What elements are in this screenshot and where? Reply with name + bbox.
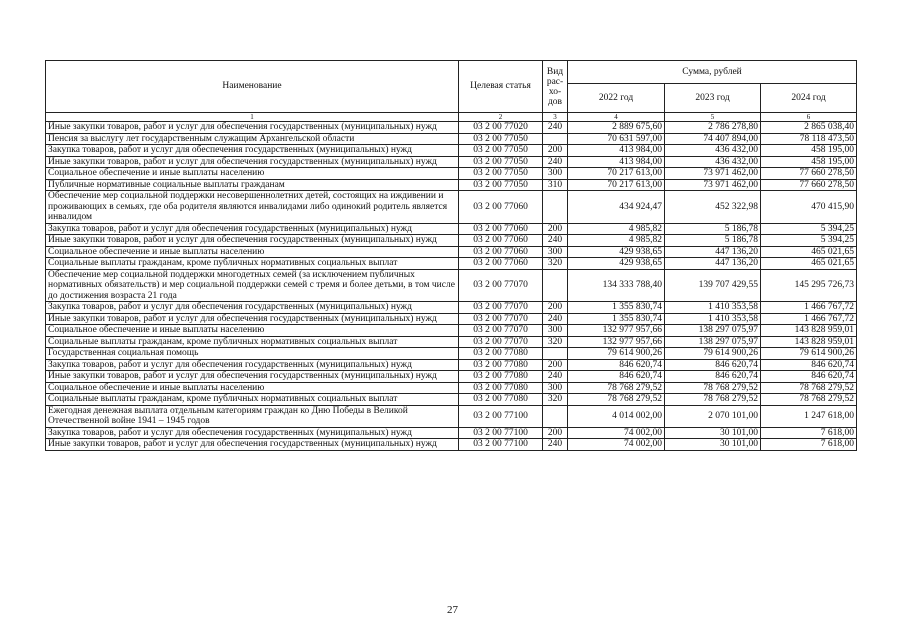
row-amount-2024-cell: 145 295 726,73	[761, 269, 857, 302]
row-expense-type-cell: 200	[543, 302, 568, 314]
row-amount-2022-cell: 132 977 957,66	[568, 336, 665, 348]
row-amount-2022-cell: 78 768 279,52	[568, 382, 665, 394]
row-amount-2023-cell: 436 432,00	[665, 145, 761, 157]
column-index: 3	[543, 113, 568, 122]
row-expense-type-cell: 240	[543, 313, 568, 325]
row-amount-2023-cell: 2 070 101,00	[665, 405, 761, 427]
row-amount-2024-cell: 1 466 767,72	[761, 313, 857, 325]
row-amount-2024-cell: 7 618,00	[761, 427, 857, 439]
row-expense-type-cell: 200	[543, 145, 568, 157]
row-amount-2023-cell: 78 768 279,52	[665, 382, 761, 394]
row-amount-2023-cell: 452 322,98	[665, 191, 761, 224]
row-amount-2023-cell: 846 620,74	[665, 359, 761, 371]
row-amount-2023-cell: 30 101,00	[665, 427, 761, 439]
header-sum: Сумма, рублей	[568, 61, 857, 84]
row-amount-2024-cell: 143 828 959,01	[761, 325, 857, 337]
row-target-article-cell: 03 2 00 77100	[459, 439, 543, 451]
table-row	[46, 145, 857, 157]
row-name-cell: Закупка товаров, работ и услуг для обеспечения государственных (муниципальных) нужд	[46, 427, 459, 439]
row-expense-type-cell: 240	[543, 156, 568, 168]
table-row	[46, 325, 857, 337]
row-amount-2022-cell: 132 977 957,66	[568, 325, 665, 337]
row-expense-type-cell: 320	[543, 258, 568, 270]
row-amount-2024-cell: 470 415,90	[761, 191, 857, 224]
budget-table	[45, 60, 857, 451]
row-amount-2022-cell: 70 631 597,00	[568, 133, 665, 145]
row-amount-2022-cell: 846 620,74	[568, 359, 665, 371]
row-amount-2022-cell: 4 985,82	[568, 223, 665, 235]
table-row	[46, 156, 857, 168]
column-index: 2	[459, 113, 543, 122]
row-expense-type-cell: 240	[543, 439, 568, 451]
row-name-cell: Закупка товаров, работ и услуг для обеспечения государственных (муниципальных) нужд	[46, 223, 459, 235]
row-target-article-cell: 03 2 00 77060	[459, 246, 543, 258]
row-target-article-cell: 03 2 00 77050	[459, 156, 543, 168]
row-amount-2024-cell: 77 660 278,50	[761, 179, 857, 191]
row-target-article-cell: 03 2 00 77070	[459, 325, 543, 337]
row-amount-2022-cell: 434 924,47	[568, 191, 665, 224]
row-amount-2023-cell: 73 971 462,00	[665, 179, 761, 191]
row-expense-type-cell: 240	[543, 122, 568, 134]
row-name-cell: Социальные выплаты гражданам, кроме публичных нормативных социальных выплат	[46, 258, 459, 270]
row-amount-2023-cell: 5 186,78	[665, 235, 761, 247]
row-amount-2024-cell: 1 466 767,72	[761, 302, 857, 314]
row-target-article-cell: 03 2 00 77020	[459, 122, 543, 134]
table-row	[46, 394, 857, 406]
header-target-label: Целевая статья	[470, 81, 531, 92]
row-name-cell: Иные закупки товаров, работ и услуг для обеспечения государственных (муниципальных) нужд	[46, 313, 459, 325]
table-row	[46, 405, 857, 427]
row-name-cell: Пенсия за выслугу лет государственным служащим Архангельской области	[46, 133, 459, 145]
row-target-article-cell: 03 2 00 77060	[459, 223, 543, 235]
row-amount-2024-cell: 846 620,74	[761, 371, 857, 383]
row-amount-2022-cell: 134 333 788,40	[568, 269, 665, 302]
row-amount-2024-cell: 77 660 278,50	[761, 168, 857, 180]
row-amount-2024-cell: 465 021,65	[761, 246, 857, 258]
row-name-cell: Иные закупки товаров, работ и услуг для обеспечения государственных (муниципальных) нужд	[46, 122, 459, 134]
row-expense-type-cell: 310	[543, 179, 568, 191]
table-row	[46, 302, 857, 314]
row-amount-2022-cell: 413 984,00	[568, 156, 665, 168]
table-row	[46, 439, 857, 451]
row-amount-2022-cell: 4 014 002,00	[568, 405, 665, 427]
row-target-article-cell: 03 2 00 77080	[459, 371, 543, 383]
row-amount-2022-cell: 1 355 830,74	[568, 313, 665, 325]
row-amount-2023-cell: 79 614 900,26	[665, 348, 761, 360]
row-target-article-cell: 03 2 00 77100	[459, 405, 543, 427]
row-target-article-cell: 03 2 00 77080	[459, 394, 543, 406]
page-number: 27	[447, 604, 458, 616]
row-target-article-cell: 03 2 00 77050	[459, 133, 543, 145]
row-amount-2024-cell: 143 828 959,01	[761, 336, 857, 348]
row-expense-type-cell	[543, 348, 568, 360]
row-expense-type-cell: 240	[543, 235, 568, 247]
row-amount-2023-cell: 78 768 279,52	[665, 394, 761, 406]
row-name-cell: Социальные выплаты гражданам, кроме публичных нормативных социальных выплат	[46, 394, 459, 406]
row-amount-2023-cell: 846 620,74	[665, 371, 761, 383]
table-row	[46, 382, 857, 394]
row-amount-2023-cell: 2 786 278,80	[665, 122, 761, 134]
row-amount-2024-cell: 78 768 279,52	[761, 382, 857, 394]
row-name-cell: Закупка товаров, работ и услуг для обеспечения государственных (муниципальных) нужд	[46, 359, 459, 371]
row-amount-2022-cell: 429 938,65	[568, 258, 665, 270]
row-name-cell: Иные закупки товаров, работ и услуг для обеспечения государственных (муниципальных) нужд	[46, 439, 459, 451]
column-index: 5	[665, 113, 761, 122]
row-target-article-cell: 03 2 00 77060	[459, 191, 543, 224]
row-expense-type-cell	[543, 133, 568, 145]
row-amount-2024-cell: 458 195,00	[761, 145, 857, 157]
row-name-cell: Иные закупки товаров, работ и услуг для обеспечения государственных (муниципальных) нужд	[46, 235, 459, 247]
header-vid-3: хо-	[548, 86, 562, 97]
row-target-article-cell: 03 2 00 77100	[459, 427, 543, 439]
row-target-article-cell: 03 2 00 77070	[459, 269, 543, 302]
table-row	[46, 348, 857, 360]
header-year-2024: 2024 год	[761, 84, 857, 113]
row-expense-type-cell: 200	[543, 223, 568, 235]
table-row	[46, 179, 857, 191]
row-amount-2023-cell: 73 971 462,00	[665, 168, 761, 180]
row-target-article-cell: 03 2 00 77070	[459, 336, 543, 348]
row-amount-2024-cell: 846 620,74	[761, 359, 857, 371]
table-row	[46, 133, 857, 145]
row-amount-2023-cell: 30 101,00	[665, 439, 761, 451]
table-row	[46, 122, 857, 134]
row-expense-type-cell: 300	[543, 246, 568, 258]
row-target-article-cell: 03 2 00 77070	[459, 313, 543, 325]
row-expense-type-cell: 300	[543, 168, 568, 180]
row-amount-2023-cell: 447 136,20	[665, 258, 761, 270]
table-row	[46, 223, 857, 235]
row-name-cell: Закупка товаров, работ и услуг для обеспечения государственных (муниципальных) нужд	[46, 302, 459, 314]
row-amount-2024-cell: 5 394,25	[761, 235, 857, 247]
table-row	[46, 313, 857, 325]
row-amount-2022-cell: 74 002,00	[568, 439, 665, 451]
row-amount-2022-cell: 4 985,82	[568, 235, 665, 247]
row-amount-2023-cell: 74 407 894,00	[665, 133, 761, 145]
row-amount-2022-cell: 70 217 613,00	[568, 168, 665, 180]
column-index: 6	[761, 113, 857, 122]
row-expense-type-cell	[543, 269, 568, 302]
row-amount-2024-cell: 79 614 900,26	[761, 348, 857, 360]
header-vid-1: Вид	[546, 66, 564, 77]
row-amount-2024-cell: 78 118 473,50	[761, 133, 857, 145]
row-amount-2023-cell: 139 707 429,55	[665, 269, 761, 302]
row-name-cell: Ежегодная денежная выплата отдельным категориям граждан ко Дню Победы в Великой Отечественной войне 1941 – 1945 годов	[46, 405, 459, 427]
header-expense-type	[543, 61, 568, 113]
table-body	[46, 122, 857, 451]
row-name-cell: Закупка товаров, работ и услуг для обеспечения государственных (муниципальных) нужд	[46, 145, 459, 157]
row-amount-2022-cell: 70 217 613,00	[568, 179, 665, 191]
row-target-article-cell: 03 2 00 77050	[459, 145, 543, 157]
row-target-article-cell: 03 2 00 77080	[459, 359, 543, 371]
row-amount-2023-cell: 1 410 353,58	[665, 313, 761, 325]
row-amount-2022-cell: 1 355 830,74	[568, 302, 665, 314]
row-name-cell: Социальное обеспечение и иные выплаты населению	[46, 168, 459, 180]
table-row	[46, 168, 857, 180]
row-amount-2023-cell: 436 432,00	[665, 156, 761, 168]
row-name-cell: Иные закупки товаров, работ и услуг для обеспечения государственных (муниципальных) нужд	[46, 371, 459, 383]
header-name: Наименование	[46, 61, 459, 113]
table-row	[46, 258, 857, 270]
header-vid-2: рас-	[546, 76, 564, 87]
row-amount-2022-cell: 74 002,00	[568, 427, 665, 439]
row-name-cell: Социальное обеспечение и иные выплаты населению	[46, 246, 459, 258]
row-expense-type-cell: 200	[543, 359, 568, 371]
row-target-article-cell: 03 2 00 77070	[459, 302, 543, 314]
table-row	[46, 246, 857, 258]
row-name-cell: Социальное обеспечение и иные выплаты населению	[46, 382, 459, 394]
header-target-article	[459, 61, 543, 113]
row-name-cell: Социальное обеспечение и иные выплаты населению	[46, 325, 459, 337]
row-amount-2024-cell: 7 618,00	[761, 439, 857, 451]
row-name-cell: Обеспечение мер социальной поддержки несовершеннолетних детей, состоящих на иждивении и проживающих в семьях, где оба родителя являются инвалидами либо одинокий родитель является инвалидом	[46, 191, 459, 224]
column-index: 1	[46, 113, 459, 122]
row-amount-2023-cell: 1 410 353,58	[665, 302, 761, 314]
row-amount-2022-cell: 2 889 675,60	[568, 122, 665, 134]
row-amount-2024-cell: 5 394,25	[761, 223, 857, 235]
row-target-article-cell: 03 2 00 77080	[459, 382, 543, 394]
column-index-row	[46, 113, 857, 122]
row-amount-2024-cell: 458 195,00	[761, 156, 857, 168]
row-target-article-cell: 03 2 00 77060	[459, 258, 543, 270]
table-row	[46, 427, 857, 439]
table-row	[46, 371, 857, 383]
row-expense-type-cell: 300	[543, 325, 568, 337]
row-expense-type-cell: 300	[543, 382, 568, 394]
header-vid-4: дов	[547, 96, 563, 107]
row-expense-type-cell	[543, 191, 568, 224]
row-amount-2022-cell: 846 620,74	[568, 371, 665, 383]
row-amount-2024-cell: 1 247 618,00	[761, 405, 857, 427]
row-amount-2024-cell: 78 768 279,52	[761, 394, 857, 406]
row-name-cell: Иные закупки товаров, работ и услуг для обеспечения государственных (муниципальных) нужд	[46, 156, 459, 168]
row-target-article-cell: 03 2 00 77050	[459, 179, 543, 191]
row-amount-2022-cell: 78 768 279,52	[568, 394, 665, 406]
table-row	[46, 269, 857, 302]
row-amount-2023-cell: 138 297 075,97	[665, 336, 761, 348]
row-amount-2023-cell: 5 186,78	[665, 223, 761, 235]
row-name-cell: Государственная социальная помощь	[46, 348, 459, 360]
row-expense-type-cell: 320	[543, 336, 568, 348]
budget-sheet	[45, 60, 857, 451]
row-name-cell: Обеспечение мер социальной поддержки многодетных семей (за исключением публичных нормативных обязательств) и мер социальной поддержки семей с тремя и более детьми, в том числе до достижения возраста 21 года	[46, 269, 459, 302]
table-row	[46, 359, 857, 371]
column-index: 4	[568, 113, 665, 122]
row-amount-2024-cell: 2 865 038,40	[761, 122, 857, 134]
row-expense-type-cell: 240	[543, 371, 568, 383]
header-row	[46, 61, 857, 84]
table-row	[46, 235, 857, 247]
row-amount-2023-cell: 447 136,20	[665, 246, 761, 258]
row-expense-type-cell	[543, 405, 568, 427]
row-amount-2024-cell: 465 021,65	[761, 258, 857, 270]
table-row	[46, 191, 857, 224]
table-row	[46, 336, 857, 348]
row-amount-2022-cell: 429 938,65	[568, 246, 665, 258]
row-amount-2022-cell: 79 614 900,26	[568, 348, 665, 360]
row-amount-2022-cell: 413 984,00	[568, 145, 665, 157]
header-year-2023: 2023 год	[665, 84, 761, 113]
row-expense-type-cell: 320	[543, 394, 568, 406]
row-target-article-cell: 03 2 00 77060	[459, 235, 543, 247]
row-target-article-cell: 03 2 00 77080	[459, 348, 543, 360]
row-name-cell: Публичные нормативные социальные выплаты гражданам	[46, 179, 459, 191]
row-amount-2023-cell: 138 297 075,97	[665, 325, 761, 337]
row-target-article-cell: 03 2 00 77050	[459, 168, 543, 180]
row-expense-type-cell: 200	[543, 427, 568, 439]
row-name-cell: Социальные выплаты гражданам, кроме публичных нормативных социальных выплат	[46, 336, 459, 348]
header-year-2022: 2022 год	[568, 84, 665, 113]
